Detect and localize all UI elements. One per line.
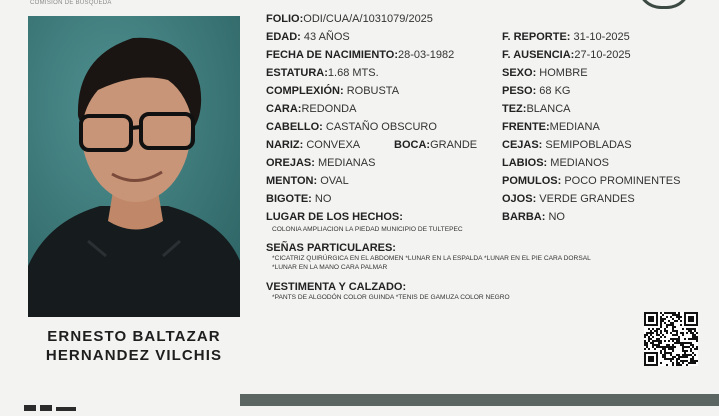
field-value: REDONDA xyxy=(301,103,357,115)
footer-bar xyxy=(240,394,719,406)
hechos-value: COLONIA AMPLIACION LA PIEDAD MUNICIPIO DE TULTEPEC xyxy=(272,226,463,233)
field-ojos xyxy=(502,193,635,205)
field-complexion xyxy=(266,85,399,97)
senas-line2: *LUNAR EN LA MANO CARA PALMAR xyxy=(272,264,388,271)
field-peso xyxy=(502,85,570,97)
field-barba xyxy=(502,211,565,223)
field-label: F. REPORTE: xyxy=(502,31,571,43)
field-label: BIGOTE: xyxy=(266,193,312,205)
field-orejas xyxy=(266,157,375,169)
field-label: BARBA: xyxy=(502,211,546,223)
field-value: BLANCA xyxy=(526,103,571,115)
field-folio xyxy=(266,13,433,25)
field-value: MEDIANOS xyxy=(550,157,609,169)
field-value: CASTAÑO OBSCURO xyxy=(325,121,437,133)
field-cabello xyxy=(266,121,437,133)
field-label: FECHA DE NACIMIENTO: xyxy=(266,49,398,61)
vestimenta-label: VESTIMENTA Y CALZADO: xyxy=(266,281,407,293)
field-sexo xyxy=(502,67,588,79)
official-seal-logo xyxy=(637,0,691,9)
field-value: ROBUSTA xyxy=(346,85,400,97)
field-value: MEDIANA xyxy=(549,121,600,133)
field-value: OVAL xyxy=(320,175,349,187)
field-edad xyxy=(266,31,350,43)
field-value: NO xyxy=(548,211,565,223)
field-value: 31-10-2025 xyxy=(573,31,630,43)
field-label: POMULOS: xyxy=(502,175,562,187)
field-boca xyxy=(394,139,477,151)
field-label: CARA: xyxy=(266,103,302,115)
field-reporte xyxy=(502,31,630,43)
field-value: NO xyxy=(314,193,332,205)
field-bigote xyxy=(266,193,331,205)
field-label: F. AUSENCIA: xyxy=(502,49,575,61)
field-ausencia xyxy=(502,49,631,61)
field-value: 43 AÑOS xyxy=(303,31,350,43)
field-estatura xyxy=(266,67,379,79)
field-nariz xyxy=(266,139,360,151)
field-menton xyxy=(266,175,349,187)
field-value: 27-10-2025 xyxy=(574,49,631,61)
hechos-label: LUGAR DE LOS HECHOS: xyxy=(266,211,403,223)
field-value: VERDE GRANDES xyxy=(539,193,635,205)
field-value: MEDIANAS xyxy=(317,157,376,169)
field-label: CABELLO: xyxy=(266,121,323,133)
field-nacimiento xyxy=(266,49,454,61)
field-value: POCO PROMINENTES xyxy=(564,175,681,187)
field-label: LABIOS: xyxy=(502,157,548,169)
field-label: NARIZ: xyxy=(266,139,304,151)
person-name-line1: ERNESTO BALTAZAR xyxy=(47,328,221,345)
footer-logo xyxy=(24,398,84,406)
field-value: GRANDE xyxy=(430,139,478,151)
field-label: FOLIO: xyxy=(266,13,304,25)
field-label: PESO: xyxy=(502,85,537,97)
field-tez xyxy=(502,103,570,115)
field-label: BOCA: xyxy=(394,139,431,151)
field-value: 28-03-1982 xyxy=(398,49,455,61)
field-value: CONVEXA xyxy=(306,139,361,151)
senas-line1: *CICATRIZ QUIRÚRGICA EN EL ABDOMEN *LUNAR EN LA ESPALDA *LUNAR EN EL PIE CARA DORSAL xyxy=(272,255,591,262)
person-photo xyxy=(28,16,240,317)
field-label: ESTATURA: xyxy=(266,67,328,79)
field-frente xyxy=(502,121,600,133)
field-label: TEZ: xyxy=(502,103,527,115)
field-cejas xyxy=(502,139,632,151)
field-cara xyxy=(266,103,356,115)
field-label: OREJAS: xyxy=(266,157,315,169)
person-name-line2: HERNANDEZ VILCHIS xyxy=(45,347,223,364)
field-pomulos xyxy=(502,175,680,187)
field-value: SEMIPOBLADAS xyxy=(545,139,632,151)
qr-code[interactable] xyxy=(644,312,698,366)
field-label: FRENTE: xyxy=(502,121,550,133)
field-label: EDAD: xyxy=(266,31,301,43)
field-label: COMPLEXIÓN: xyxy=(266,85,344,97)
field-label: MENTON: xyxy=(266,175,318,187)
person-name xyxy=(28,327,240,365)
field-value: 68 KG xyxy=(539,85,571,97)
organization-caption: COMISIÓN DE BÚSQUEDA xyxy=(30,0,112,6)
field-value: HOMBRE xyxy=(539,67,588,79)
field-label: OJOS: xyxy=(502,193,537,205)
field-value: ODI/CUA/A/1031079/2025 xyxy=(303,13,433,25)
field-value: 1.68 MTS. xyxy=(327,67,379,79)
field-labios xyxy=(502,157,609,169)
field-label: CEJAS: xyxy=(502,139,543,151)
vestimenta-value: *PANTS DE ALGODÓN COLOR GUINDA *TENIS DE GAMUZA COLOR NEGRO xyxy=(272,294,510,301)
senas-label: SEÑAS PARTICULARES: xyxy=(266,242,396,254)
field-label: SEXO: xyxy=(502,67,537,79)
